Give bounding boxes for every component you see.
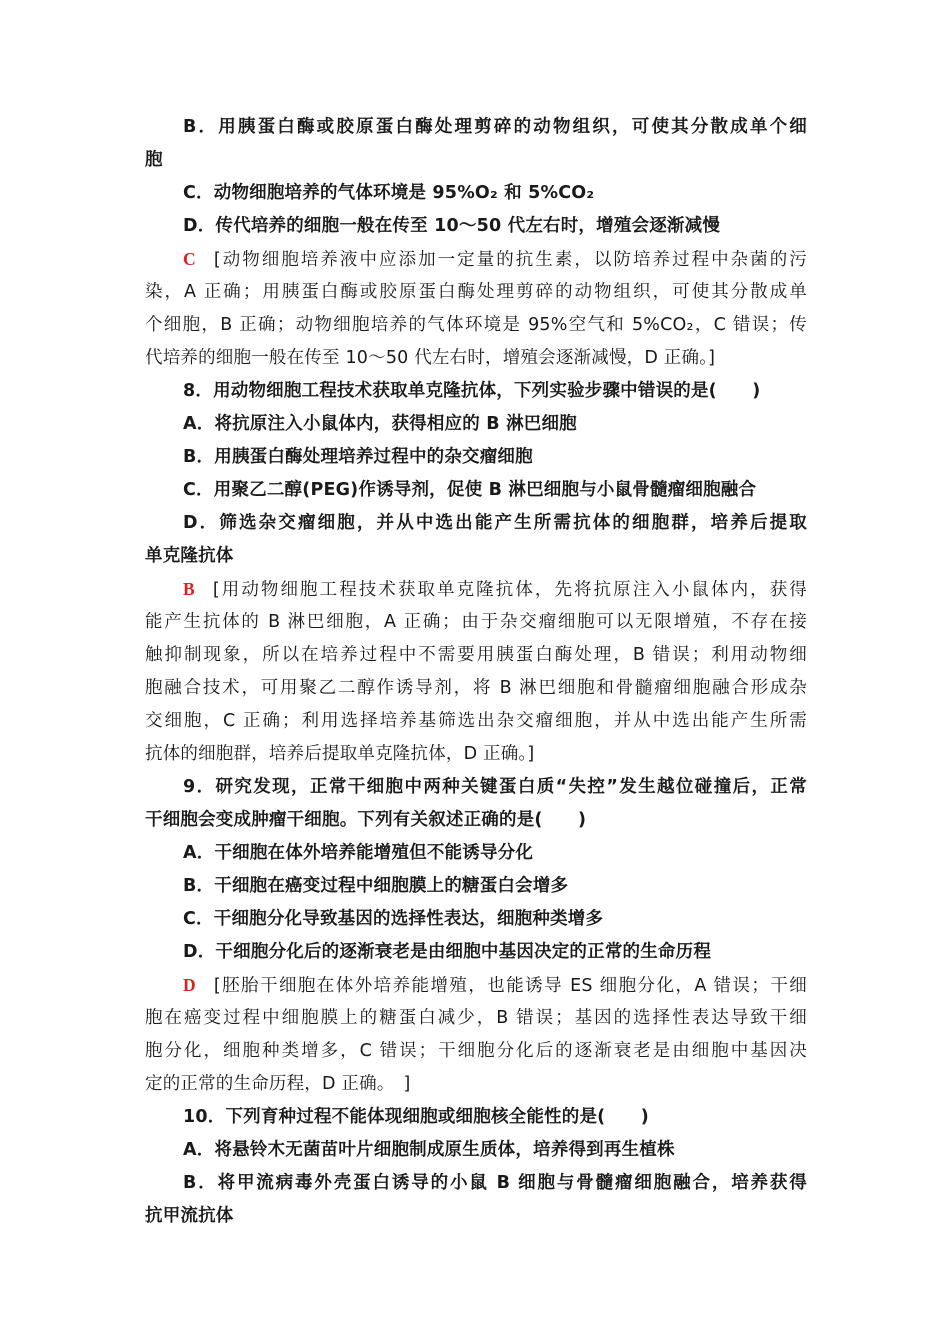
q9-option-c: C．干细胞分化导致基因的选择性表达，细胞种类增多 <box>183 909 604 929</box>
q9-explanation-line3: 胞分化，细胞种类增多，C 错误；干细胞分化后的逐渐衰老是由细胞中基因决 <box>145 1041 807 1061</box>
q9-explanation-line4: 定的正常的生命历程，D 正确。 ] <box>145 1074 411 1094</box>
q9-explanation-text: [胚胎干细胞在体外培养能增殖，也能诱导 ES 细胞分化，A 错误；干细 <box>213 976 807 996</box>
q8-answer-letter: B <box>183 579 195 599</box>
q7-option-d: D．传代培养的细胞一般在传至 10～50 代左右时，增殖会逐渐减慢 <box>183 216 721 236</box>
q8-explanation-line6: 抗体的细胞群，培养后提取单克隆抗体，D 正确。] <box>145 744 535 764</box>
q8-explanation-line5: 交细胞，C 正确；利用选择培养基筛选出杂交瘤细胞，并从中选出能产生所需 <box>145 711 807 731</box>
q7-option-b-line1: B．用胰蛋白酶或胶原蛋白酶处理剪碎的动物组织，可使其分散成单个细 <box>183 117 807 137</box>
q8-option-c: C．用聚乙二醇(PEG)作诱导剂，促使 B 淋巴细胞与小鼠骨髓瘤细胞融合 <box>183 480 757 500</box>
q10-option-a: A．将悬铃木无菌苗叶片细胞制成原生质体，培养得到再生植株 <box>183 1140 675 1160</box>
q7-explanation-line4: 代培养的细胞一般在传至 10～50 代左右时，增殖会逐渐减慢，D 正确。] <box>145 348 716 368</box>
q8-option-b: B．用胰蛋白酶处理培养过程中的杂交瘤细胞 <box>183 447 533 467</box>
q9-option-d: D．干细胞分化后的逐渐衰老是由细胞中基因决定的正常的生命历程 <box>183 942 712 962</box>
q9-option-b: B．干细胞在癌变过程中细胞膜上的糖蛋白会增多 <box>183 876 569 896</box>
q8-option-d-line1: D．筛选杂交瘤细胞，并从中选出能产生所需抗体的细胞群，培养后提取 <box>183 513 807 533</box>
q8-explanation-text: [用动物细胞工程技术获取单克隆抗体，先将抗原注入小鼠体内，获得 <box>212 580 807 600</box>
q9-stem-line1: 9．研究发现，正常干细胞中两种关键蛋白质“失控”发生越位碰撞后，正常 <box>183 777 807 797</box>
q9-stem-line2: 干细胞会变成肿瘤干细胞。下列有关叙述正确的是( ) <box>145 810 587 830</box>
q7-option-c: C．动物细胞培养的气体环境是 95%O₂ 和 5%CO₂ <box>183 183 595 203</box>
q9-option-a: A．干细胞在体外培养能增殖但不能诱导分化 <box>183 843 534 863</box>
q8-stem: 8．用动物细胞工程技术获取单克隆抗体，下列实验步骤中错误的是( ) <box>183 381 761 401</box>
q9-explanation-line1 <box>183 970 807 1000</box>
q9-answer-letter: D <box>183 975 196 995</box>
q8-explanation-line2: 能产生抗体的 B 淋巴细胞，A 正确；由于杂交瘤细胞可以无限增殖，不存在接 <box>145 612 807 632</box>
q7-answer-letter: C <box>183 249 196 269</box>
q7-explanation-text: [动物细胞培养液中应添加一定量的抗生素，以防培养过程中杂菌的污 <box>213 250 807 270</box>
q8-explanation-line1 <box>183 574 807 604</box>
q8-option-d-line2: 单克隆抗体 <box>145 546 234 566</box>
q9-explanation-line2: 胞在癌变过程中细胞膜上的糖蛋白减少，B 错误；基因的选择性表达导致干细 <box>145 1008 807 1028</box>
q7-option-b-line2: 胞 <box>145 150 163 170</box>
q8-explanation-line3: 触抑制现象，所以在培养过程中不需要用胰蛋白酶处理，B 错误；利用动物细 <box>145 645 807 665</box>
q7-explanation-line2: 染，A 正确；用胰蛋白酶或胶原蛋白酶处理剪碎的动物组织，可使其分散成单 <box>145 282 807 302</box>
q10-option-b-line1: B．将甲流病毒外壳蛋白诱导的小鼠 B 细胞与骨髓瘤细胞融合，培养获得 <box>183 1173 807 1193</box>
q7-explanation-line1 <box>183 244 807 274</box>
q8-option-a: A．将抗原注入小鼠体内，获得相应的 B 淋巴细胞 <box>183 414 577 434</box>
q10-option-b-line2: 抗甲流抗体 <box>145 1206 234 1226</box>
q8-explanation-line4: 胞融合技术，可用聚乙二醇作诱导剂，将 B 淋巴细胞和骨髓瘤细胞融合形成杂 <box>145 678 807 698</box>
q10-stem: 10．下列育种过程不能体现细胞或细胞核全能性的是( ) <box>183 1107 649 1127</box>
q7-explanation-line3: 个细胞，B 正确；动物细胞培养的气体环境是 95%空气和 5%CO₂，C 错误；传 <box>145 315 807 335</box>
